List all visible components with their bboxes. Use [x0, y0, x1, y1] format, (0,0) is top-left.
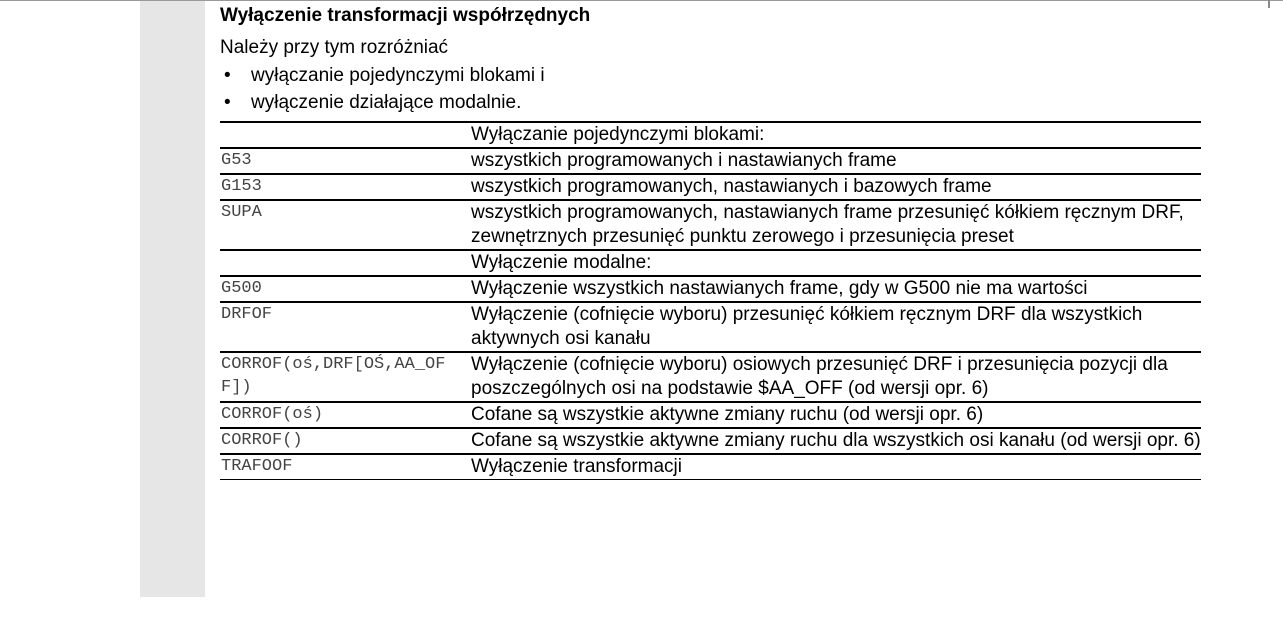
command-cell: G53: [221, 151, 252, 170]
margin-bar: [140, 1, 205, 597]
table-row: [220, 201, 1201, 251]
description-cell: wszystkich programowanych, nastawianych i bazowych frame: [471, 176, 992, 197]
bullet-icon: •: [224, 65, 231, 86]
section-heading: Wyłączenie transformacji współrzędnych: [220, 5, 591, 26]
bullet-item: [220, 62, 545, 89]
table-row: [220, 303, 1201, 353]
command-cell: [220, 251, 469, 275]
intro-text: Należy przy tym rozróżniać: [220, 37, 449, 58]
page-corner-tick: [1268, 0, 1270, 8]
bullet-text: wyłączanie pojedynczymi blokami i: [251, 65, 545, 86]
description-cell: Cofane są wszystkie aktywne zmiany ruchu (od wersji opr. 6): [471, 404, 984, 425]
command-cell: CORROF(oś): [221, 405, 324, 424]
description-cell: Wyłączenie (cofnięcie wyboru) przesunięć kółkiem ręcznym DRF dla wszystkich aktywnych osi kanału: [471, 304, 1143, 349]
command-cell: CORROF(oś,DRF[OŚ,AA_OFF]): [221, 355, 446, 397]
command-cell: G500: [221, 279, 262, 298]
table-row: [220, 403, 1201, 429]
table-row: [220, 353, 1201, 403]
table-row: [220, 455, 1201, 480]
bullet-text: wyłączenie działające modalnie.: [251, 92, 522, 113]
command-cell: DRFOF: [221, 305, 273, 324]
table-row: [220, 251, 1201, 277]
command-cell: G153: [221, 177, 262, 196]
description-cell: Wyłączenie (cofnięcie wyboru) osiowych przesunięć DRF i przesunięcia pozycji dla poszczególnych osi na podstawie $AA_OFF (od wersji opr. 6): [471, 354, 1168, 399]
command-cell: [220, 123, 469, 147]
command-cell: CORROF(): [221, 431, 303, 450]
command-cell: SUPA: [221, 203, 262, 222]
table-row: [220, 149, 1201, 175]
table-row: [220, 429, 1201, 455]
commands-table: [220, 121, 1201, 480]
bullet-icon: •: [224, 92, 231, 113]
description-cell: wszystkich programowanych, nastawianych frame przesunięć kółkiem ręcznym DRF, zewnętrznych przesunięć punktu zerowego i przesunięcia preset: [471, 202, 1184, 247]
table-row: [220, 175, 1201, 201]
bullet-list: [220, 62, 545, 116]
command-cell: TRAFOOF: [221, 457, 293, 476]
description-cell: Wyłączenie wszystkich nastawianych frame, gdy w G500 nie ma wartości: [471, 278, 1088, 299]
description-cell: wszystkich programowanych i nastawianych frame: [471, 150, 897, 171]
table-row: [220, 123, 1201, 149]
bullet-item: [220, 89, 545, 116]
description-cell: Wyłączanie pojedynczymi blokami:: [471, 124, 765, 145]
description-cell: Wyłączenie modalne:: [471, 252, 652, 273]
description-cell: Cofane są wszystkie aktywne zmiany ruchu dla wszystkich osi kanału (od wersji opr. 6): [471, 430, 1201, 451]
description-cell: Wyłączenie transformacji: [471, 456, 683, 477]
table-row: [220, 277, 1201, 303]
